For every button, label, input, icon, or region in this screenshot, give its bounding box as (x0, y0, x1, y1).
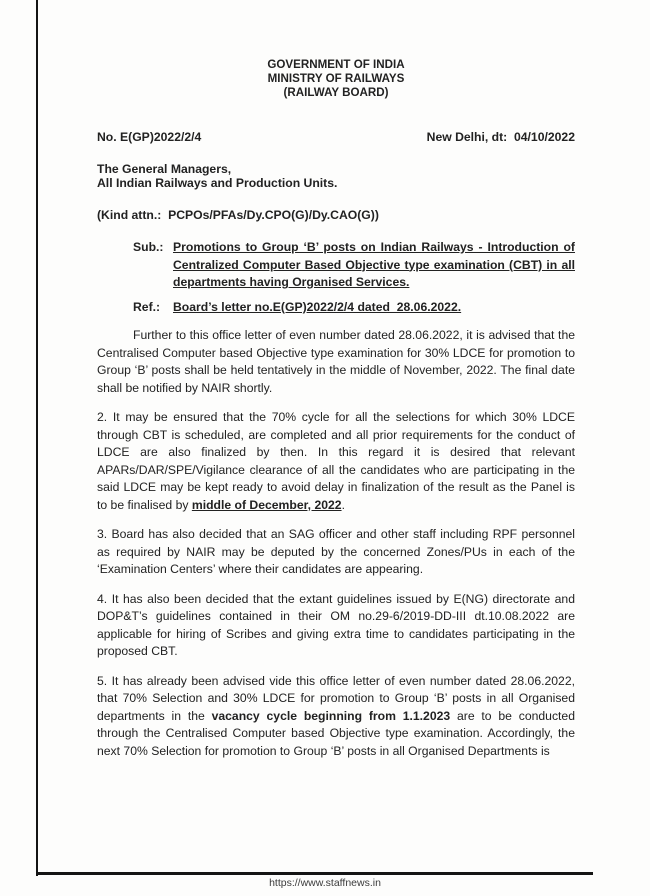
source-url[interactable]: https://www.staffnews.in (269, 877, 381, 889)
scan-edge-bottom (36, 872, 593, 875)
kind-attention-line: (Kind attn.: PCPOs/PFAs/Dy.CPO(G)/Dy.CAO(G)) (97, 207, 379, 222)
place-date: New Delhi, dt: 04/10/2022 (426, 130, 575, 144)
addressee-block (97, 162, 575, 191)
subject-label: Sub.: (133, 240, 164, 254)
paragraph-5-end: are to be conducted through the Centralised Computer based Objective type examination. Accordingly, the next 70% Selection for promotion to Group ‘B’ posts in all Organised Departments is (97, 708, 575, 758)
paragraph-5-emphasis: vacancy cycle beginning from 1.1.2023 (211, 708, 451, 723)
paragraph-2-end: . (341, 497, 345, 512)
paragraph-1: Further to this office letter of even number dated 28.06.2022, it is advised that the Centralised Computer based Objective type examination for 30% LDCE for promotion to Group ‘B’ posts shall be held tentatively in the middle of November, 2022. The final date shall be notified by NAIR shortly. (97, 328, 575, 395)
reference-label: Ref.: (133, 299, 161, 314)
reference-date-row (97, 129, 575, 147)
paragraph-2-emphasis: middle of December, 2022 (191, 497, 342, 512)
paragraph-2 (97, 409, 575, 514)
letterhead-line1: GOVERNMENT OF INDIA (267, 58, 405, 71)
subject-text: Promotions to Group ‘B’ posts on Indian Railways - Introduction of Centralized Computer Based Objective type examination (CBT) in all departments having Organised Services. (173, 240, 575, 289)
subject-block (133, 239, 575, 292)
letterhead (97, 58, 575, 100)
letterhead-line2: MINISTRY OF RAILWAYS (267, 72, 405, 85)
letter-number: No. E(GP)2022/2/4 (97, 130, 202, 144)
paragraph-4: 4. It has also been decided that the extant guidelines issued by E(NG) directorate and DOP&T’s guidelines contained in their OM no.29-6/2019-DD-III dt.10.08.2022 are applicable for hiring of Scribes and giving extra time to candidates participating in the proposed CBT. (97, 591, 575, 658)
reference-block (133, 299, 575, 317)
reference-text: Board’s letter no.E(GP)2022/2/4 dated 28.06.2022. (173, 299, 462, 314)
scan-edge-left (36, 0, 38, 876)
paragraph-5 (97, 673, 575, 761)
paragraph-3: 3. Board has also decided that an SAG officer and other staff including RPF personnel as required by NAIR may be deputed by the concerned Zones/PUs in each of the ‘Examination Centers’ where their candidates are appearing. (97, 527, 575, 576)
addressee-line2: All Indian Railways and Production Units. (97, 176, 338, 190)
addressee-line1: The General Managers, (97, 161, 232, 176)
paragraph-5-text: 5. It has already been advised vide this office letter of even number dated 28.06.2022, that 70% Selection and 30% LDCE for promotion to Group ‘B’ posts in all Organised departments in the (97, 673, 575, 723)
paragraph-2-text: 2. It may be ensured that the 70% cycle for all the selections for which 30% LDCE through CBT is scheduled, are completed and all prior requirements for the conduct of LDCE are also finalized by then. In this regard it is desired that relevant APARs/DAR/SPE/Vigilance clearance of all the candidates who are participating in the said LDCE may be kept ready to avoid delay in finalization of the result as the Panel is to be finalised by (97, 410, 575, 512)
letter-content (97, 58, 575, 772)
letterhead-line3: (RAILWAY BOARD) (283, 86, 389, 99)
